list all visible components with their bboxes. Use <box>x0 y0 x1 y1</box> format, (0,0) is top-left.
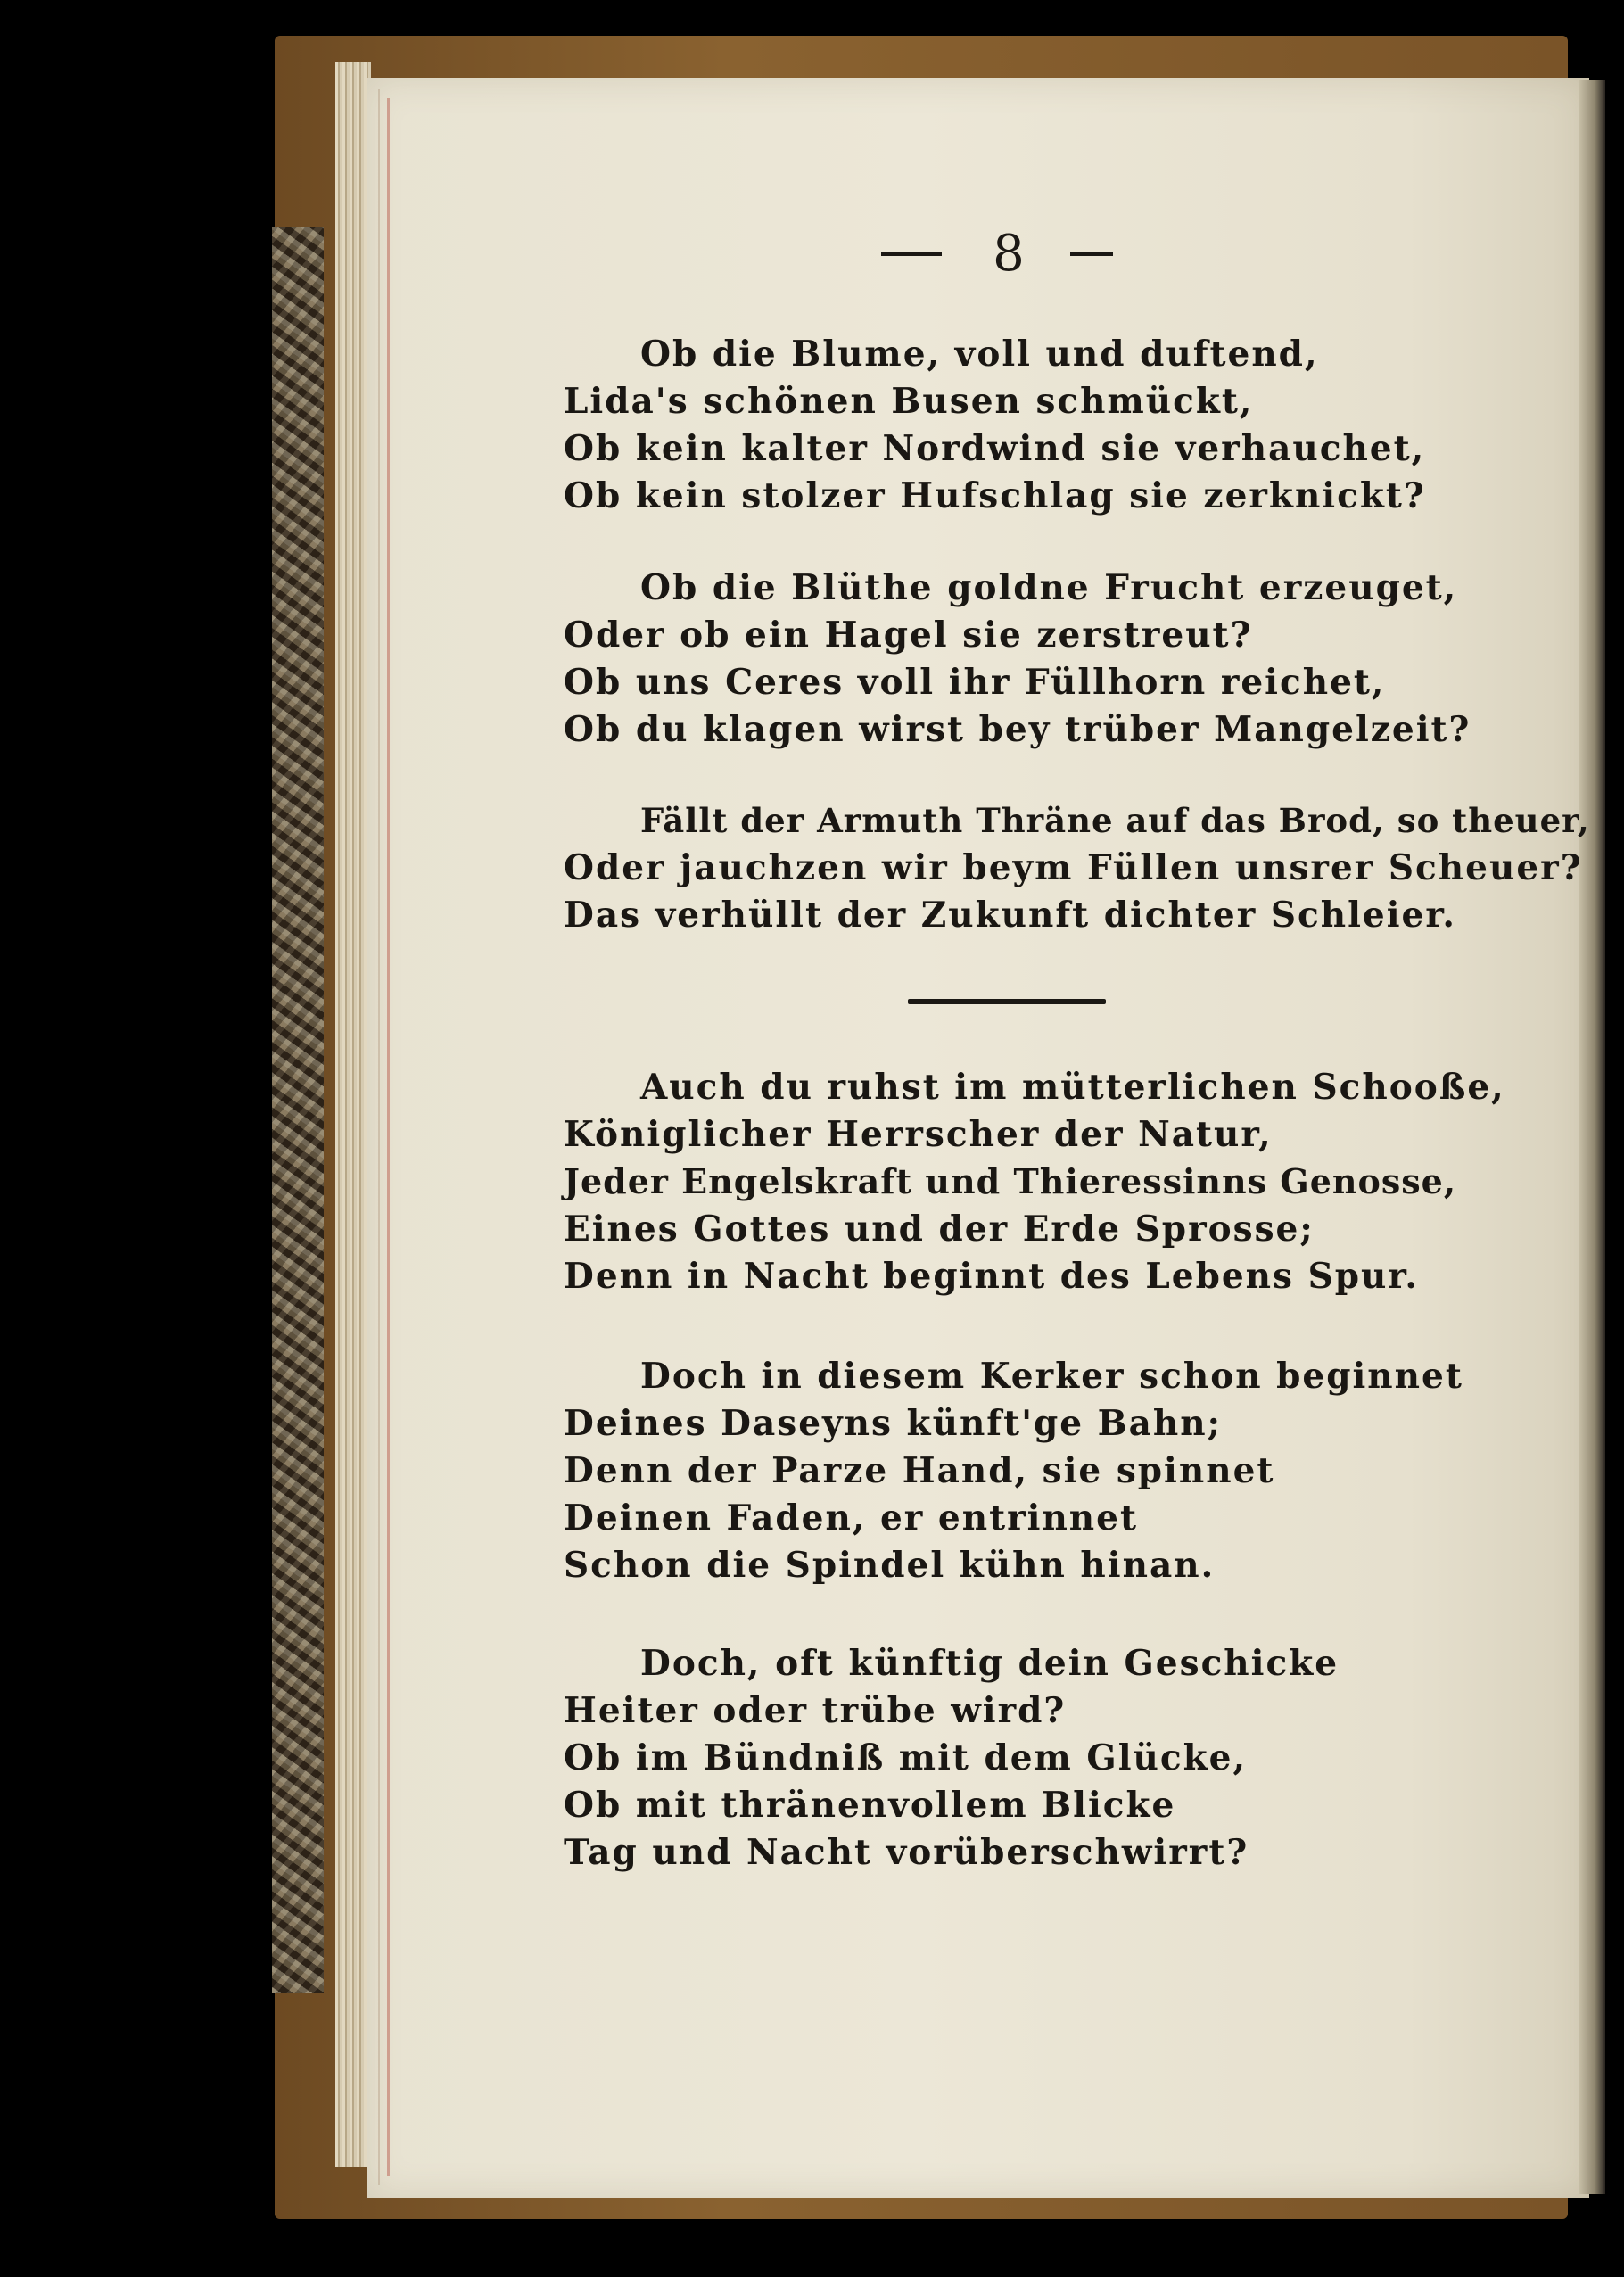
poem-line: Ob die Blüthe goldne Frucht erzeuget, <box>640 567 1458 608</box>
poem-line: Heiter oder trübe wird? <box>564 1690 1067 1731</box>
poem-line: Ob die Blume, voll und duftend, <box>640 334 1319 375</box>
poem-line: Auch du ruhst im mütterlichen Schooße, <box>640 1067 1505 1108</box>
poem-line: Das verhüllt der Zukunft dichter Schleier. <box>564 895 1456 936</box>
poem-line: Schon die Spindel kühn hinan. <box>564 1545 1216 1586</box>
poem-line: Ob uns Ceres voll ihr Füllhorn reichet, <box>564 662 1386 703</box>
poem-line: Ob du klagen wirst bey trüber Mangelzeit? <box>564 709 1471 750</box>
poem-line: Oder jauchzen wir beym Füllen unsrer Scheuer? <box>564 847 1583 888</box>
poem-line: Denn in Nacht beginnt des Lebens Spur. <box>564 1256 1419 1297</box>
poem-line: Jeder Engelskraft und Thieressinns Genosse, <box>564 1161 1457 1201</box>
poem-line: Ob kein stolzer Hufschlag sie zerknickt? <box>564 475 1426 516</box>
poem-line: Lida's schönen Busen schmückt, <box>564 381 1254 422</box>
poem-line: Ob mit thränenvollem Blicke <box>564 1785 1176 1826</box>
poem-line: Königlicher Herrscher der Natur, <box>564 1114 1273 1155</box>
poem-line: Doch, oft künftig dein Geschicke <box>640 1643 1340 1684</box>
poem-line: Ob im Bündniß mit dem Glücke, <box>564 1737 1248 1778</box>
poem-line: Eines Gottes und der Erde Sprosse; <box>564 1209 1315 1250</box>
poem-line: Deines Daseyns künft'ge Bahn; <box>564 1403 1223 1444</box>
poem-line: Doch in diesem Kerker schon beginnet <box>640 1356 1463 1397</box>
poem-line: Tag und Nacht vorüberschwirrt? <box>564 1832 1249 1873</box>
poem-line: Denn der Parze Hand, sie spinnet <box>564 1450 1275 1491</box>
poem-line: Fällt der Armuth Thräne auf das Brod, so theuer, <box>640 801 1590 840</box>
poem-line: Oder ob ein Hagel sie zerstreut? <box>564 615 1253 656</box>
poem-line: Deinen Faden, er entrinnet <box>564 1497 1138 1539</box>
poem-line: Ob kein kalter Nordwind sie verhauchet, <box>564 428 1426 469</box>
page-number: 8 <box>993 225 1025 283</box>
